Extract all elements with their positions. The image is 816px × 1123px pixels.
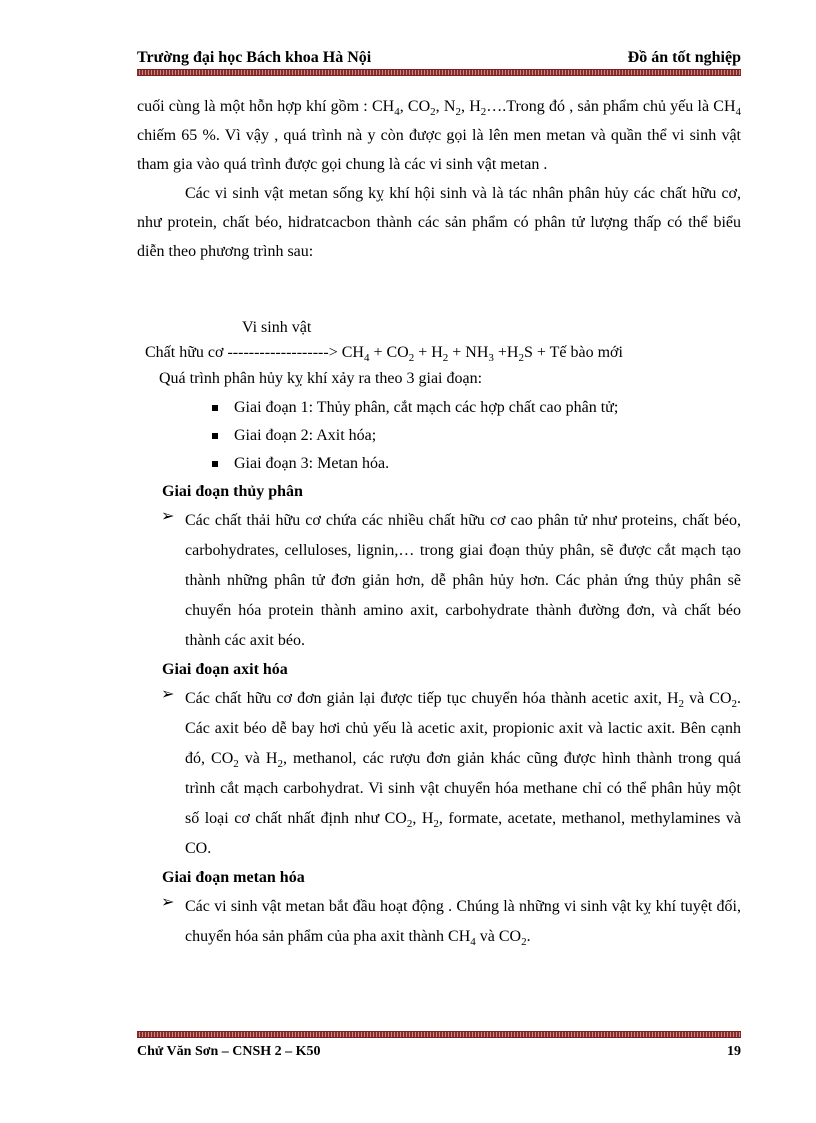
metan-paragraph: Các vi sinh vật metan sống kỵ khí hội sinh và là tác nhân phân hủy các chất hữu cơ, như protein, chất béo, hidratcacbon thành các sản phẩm có phân tử lượng thấp có thể biểu diễn theo phương trình sau: (137, 185, 741, 260)
acid-text: Các chất hữu cơ đơn giản lại được tiếp tục chuyển hóa thành acetic axit, $H_2$ và $CO_2$. Các axit béo dễ bay hơi chủ yếu là acetic axit, propionic axit và lactic axit. Bên cạnh đó, $CO_2$ và $H_2$, methanol, các rượu đơn giản khác cũng được hình thành trong quá trình cắt mạch carbohydrat. Vi sinh vật chuyển hóa methane chỉ có thể phân hủy một số loại cơ chất nhất định như $CO_2$, $H_2$, formate, acetate, methanol, methylamines và CO. (185, 690, 742, 857)
equation: Chất hữu cơ -------------------> $CH_4 + CO_2 + H_2 + NH_3 +H_2S$ + Tế bào mới (145, 344, 623, 365)
intro-paragraph: cuối cùng là một hỗn hợp khí gồm : $CH_4$, $CO_2$, $N_2$, $H_2\dots.Trong$ đó , sản phẩm chủ yếu là $CH_4$ chiếm 65 %. Vì vậy , quá trình nà y còn được gọi là lên men metan và quần thể vi sinh vật tham gia vào quá trình được gọi chung là các vi sinh vật metan . (137, 98, 742, 173)
list-item: Giai đoạn 3: Metan hóa. (137, 450, 741, 478)
header-rule (137, 69, 741, 76)
arrow-bullet-icon: ➢ (161, 894, 175, 911)
acid-item (137, 684, 741, 864)
footer-rule (137, 1031, 741, 1038)
page-number: 19 (727, 1044, 741, 1059)
acid-heading: Giai đoạn axit hóa (162, 661, 288, 678)
arrow-bullet-icon: ➢ (161, 686, 175, 703)
list-item: Giai đoạn 1: Thủy phân, cắt mạch các hợp chất cao phân tử; (137, 394, 741, 422)
square-bullet-icon (212, 461, 218, 467)
hydrolysis-item (137, 506, 741, 656)
stages-list (137, 394, 741, 478)
equation-label: Vi sinh vật (242, 319, 312, 336)
square-bullet-icon (212, 405, 218, 411)
stages-intro: Quá trình phân hủy kỵ khí xảy ra theo 3 giai đoạn: (159, 370, 483, 387)
methane-item (137, 892, 741, 952)
header-doc-type: Đồ án tốt nghiệp (627, 49, 741, 66)
methane-text: Các vi sinh vật metan bắt đầu hoạt động . Chúng là những vi sinh vật kỵ khí tuyệt đối, chuyển hóa sản phẩm của pha axit thành $CH_4$ và $CO_2$. (185, 898, 741, 949)
hydrolysis-heading: Giai đoạn thủy phân (162, 483, 303, 500)
arrow-bullet-icon: ➢ (161, 508, 175, 525)
square-bullet-icon (212, 433, 218, 439)
hydrolysis-text: Các chất thải hữu cơ chứa các nhiều chất hữu cơ cao phân tử như proteins, chất béo, carbohydrates, celluloses, lignin,… trong giai đoạn thủy phân, sẽ được cắt mạch tạo thành những phân tử đơn giản hơn, dễ phân hủy hơn. Các phản ứng thủy phân sẽ chuyển hóa protein thành amino axit, carbohydrate thành đường đơn, và chất béo thành các axit béo. (185, 512, 741, 649)
list-item: Giai đoạn 2: Axit hóa; (137, 422, 741, 450)
footer-author: Chử Văn Sơn – CNSH 2 – K50 (137, 1044, 321, 1059)
methane-heading: Giai đoạn metan hóa (162, 869, 305, 886)
header-school: Trường đại học Bách khoa Hà Nội (137, 49, 372, 66)
page-body (137, 92, 741, 952)
